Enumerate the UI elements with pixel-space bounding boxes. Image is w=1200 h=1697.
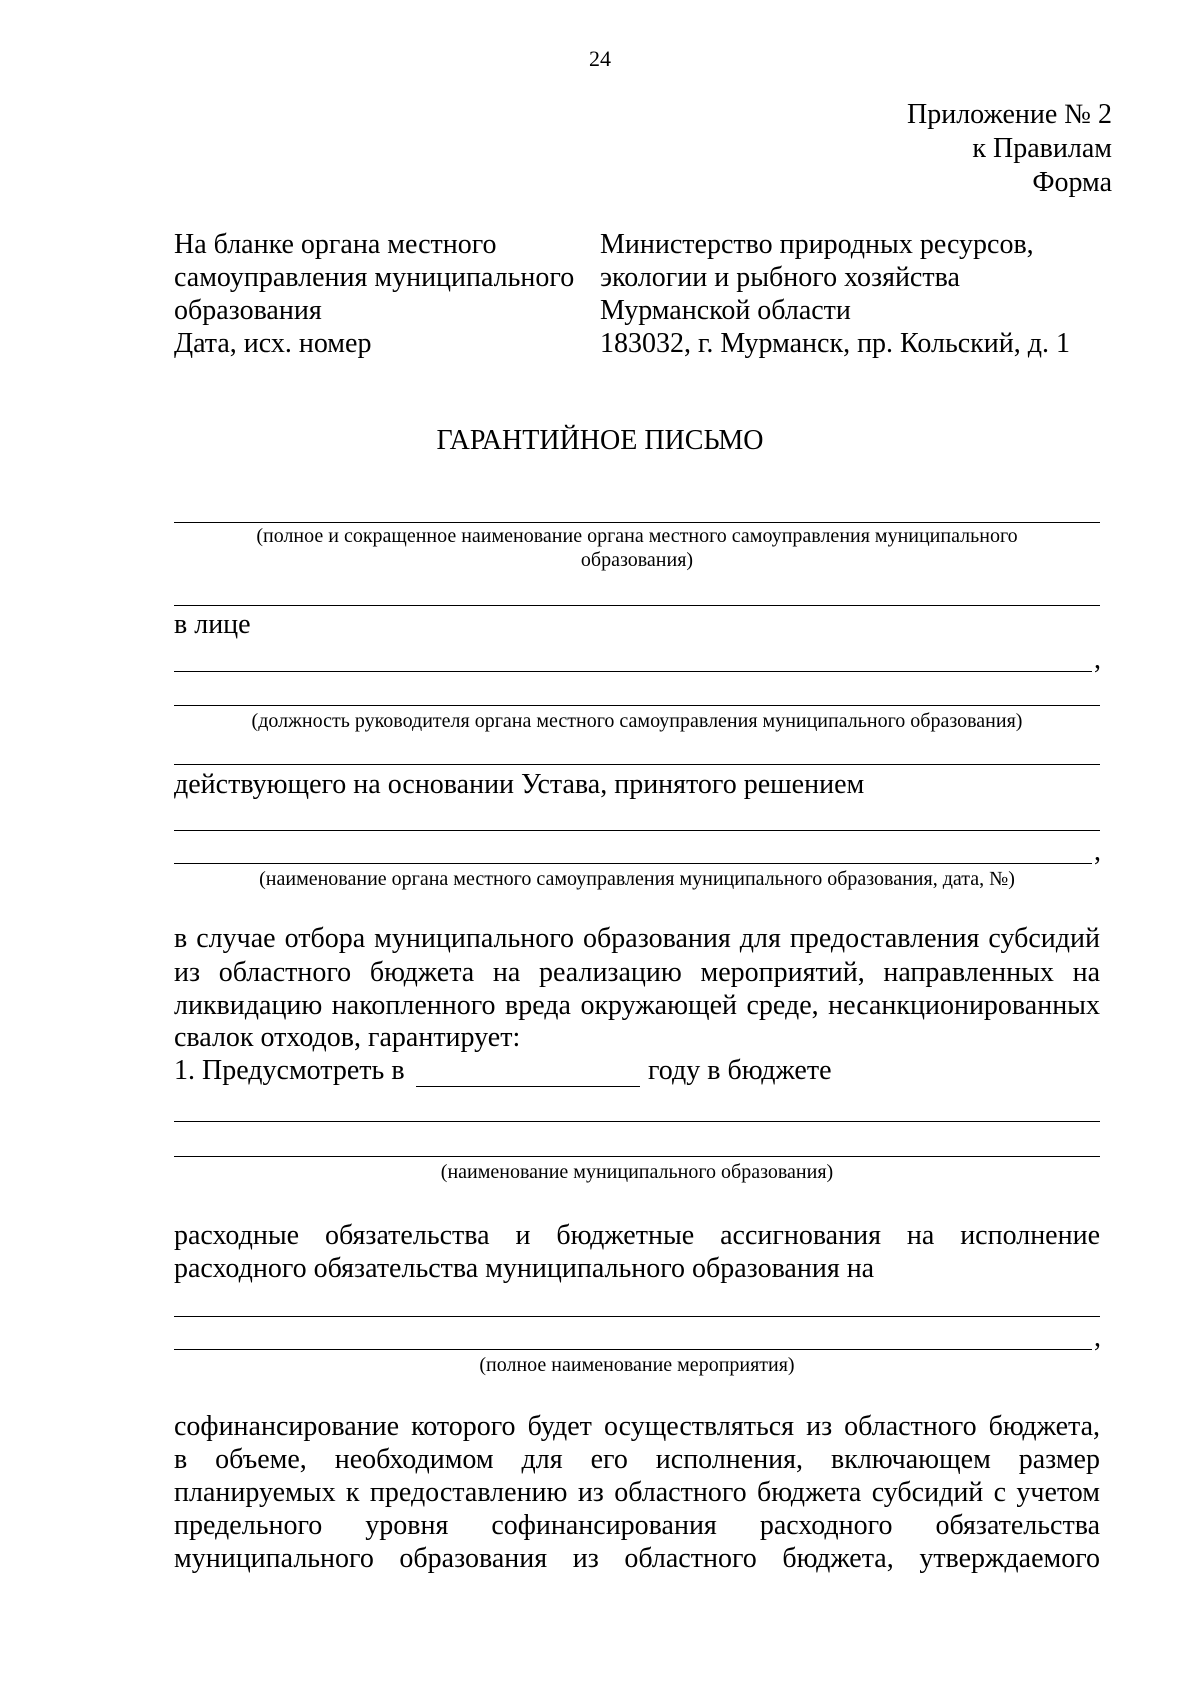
sender-line: Дата, исх. номер — [174, 328, 372, 359]
comma: , — [1094, 1322, 1101, 1353]
paragraph-text: в объеме, необходимом для его исполнения, включающем размер — [174, 1444, 1100, 1475]
fill-line — [174, 830, 1100, 831]
paragraph-text: предельного уровня софинансирования расходного обязательства — [174, 1510, 1100, 1541]
fill-line — [174, 764, 1100, 765]
paragraph-text: в случае отбора муниципального образования для предоставления субсидий — [174, 923, 1100, 954]
paragraph-text: из областного бюджета на реализацию мероприятий, направленных на — [174, 957, 1100, 988]
recipient-line: 183032, г. Мурманск, пр. Кольский, д. 1 — [600, 328, 1070, 359]
fill-line — [174, 1316, 1100, 1317]
fill-line-organ-name — [174, 522, 1100, 523]
paragraph-text: муниципального образования из областного бюджета, утверждаемого — [174, 1543, 1100, 1574]
paragraph-text: расходные обязательства и бюджетные ассигнования на исполнение — [174, 1220, 1100, 1251]
paragraph-line — [174, 922, 1100, 955]
paragraph-text: планируемых к предоставлению из областного бюджета субсидий с учетом — [174, 1477, 1100, 1508]
in-person-label: в лице — [174, 609, 251, 640]
caption-organ-name — [174, 524, 1100, 572]
paragraph-text: ликвидацию накопленного вреда окружающей среде, несанкционированных — [174, 990, 1100, 1021]
sender-line: самоуправления муниципального — [174, 262, 575, 293]
caption-text: (полное и сокращенное наименование органа местного самоуправления муниципального — [256, 525, 1018, 547]
recipient-line: Мурманской области — [600, 295, 851, 326]
appendix-line: к Правилам — [972, 133, 1112, 164]
caption-municipality: (наименование муниципального образования) — [440, 1161, 834, 1183]
item1-prefix: 1. Предусмотреть в — [174, 1055, 405, 1086]
paragraph-line — [174, 1443, 1100, 1476]
document-title: ГАРАНТИЙНОЕ ПИСЬМО — [436, 425, 764, 456]
page-number: 24 — [589, 46, 611, 71]
paragraph-line — [174, 1410, 1100, 1443]
paragraph-text: софинансирование которого будет осуществляться из областного бюджета, — [174, 1411, 1100, 1442]
fill-line — [174, 605, 1100, 606]
fill-line-year — [416, 1086, 640, 1087]
appendix-header — [907, 98, 1112, 200]
fill-line-municipality — [174, 1156, 1100, 1157]
item1-suffix: году в бюджете — [648, 1055, 832, 1086]
paragraph-line — [174, 1542, 1100, 1575]
comma: , — [1094, 644, 1101, 675]
fill-line-event — [174, 1349, 1092, 1350]
fill-line-organ-decision — [174, 863, 1092, 864]
recipient-line: Министерство природных ресурсов, — [600, 229, 1034, 260]
paragraph-line — [174, 1476, 1100, 1509]
paragraph-line — [174, 1219, 1100, 1252]
paragraph-line — [174, 1509, 1100, 1542]
sender-block — [174, 228, 574, 360]
caption-text: образования) — [580, 549, 694, 571]
fill-line — [174, 1121, 1100, 1122]
fill-line — [174, 671, 1092, 672]
recipient-block — [600, 228, 1070, 360]
paragraph-line: свалок отходов, гарантирует: — [174, 1022, 521, 1053]
fill-line-head-position — [174, 705, 1100, 706]
sender-line: На бланке органа местного — [174, 229, 497, 260]
recipient-line: экологии и рыбного хозяйства — [600, 262, 960, 293]
acting-text: действующего на основании Устава, принятого решением — [174, 769, 865, 800]
comma: , — [1094, 836, 1101, 867]
sender-line: образования — [174, 295, 322, 326]
appendix-line: Приложение № 2 — [907, 99, 1112, 130]
caption-head-position: (должность руководителя органа местного самоуправления муниципального образования) — [251, 710, 1023, 732]
appendix-line: Форма — [1032, 167, 1112, 198]
caption-organ-decision: (наименование органа местного самоуправления муниципального образования, дата, №) — [259, 868, 1015, 890]
paragraph-line — [174, 956, 1100, 989]
paragraph-line — [174, 989, 1100, 1022]
paragraph-line: расходного обязательства муниципального образования на — [174, 1253, 875, 1284]
caption-event: (полное наименование мероприятия) — [479, 1354, 795, 1376]
